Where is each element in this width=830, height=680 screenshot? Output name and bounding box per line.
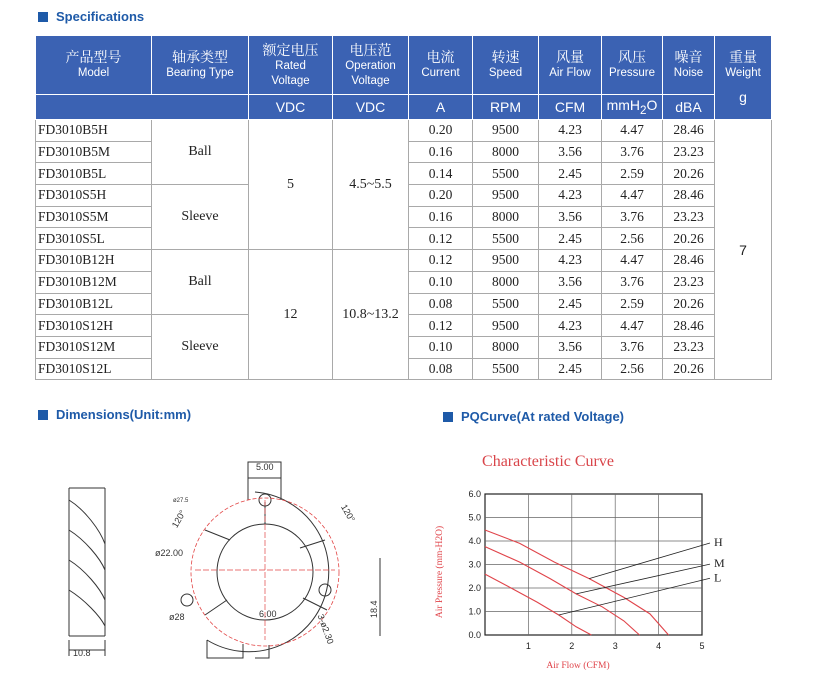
airflow-cell: 3.56 [539,141,602,163]
pressure-cell: 2.56 [602,228,663,250]
current-cell: 0.14 [409,163,473,185]
header-model: 产品型号 Model [36,36,152,95]
noise-cell: 23.23 [663,336,715,358]
hole-size-label: 3-ø2.30 [315,612,336,646]
rated-voltage-cell: 12 [249,250,333,380]
current-cell: 0.08 [409,358,473,380]
pressure-cell: 4.47 [602,315,663,337]
x-tick-label: 5 [699,641,705,651]
y-tick-label: 4.0 [468,536,481,546]
side-view [69,488,105,656]
operation-voltage-cell: 10.8~13.2 [333,250,409,380]
x-tick-label: 1 [525,641,531,651]
noise-cell: 20.26 [663,228,715,250]
unit-weight: g [739,89,747,105]
speed-cell: 9500 [473,315,539,337]
model-cell: FD3010S12H [36,315,152,337]
pressure-cell: 4.47 [602,185,663,207]
leader-line-h [589,543,710,579]
chart-x-label: Air Flow (CFM) [546,661,610,671]
specifications-heading [38,9,144,24]
unit-current: A [409,95,473,120]
pressure-cell: 3.76 [602,271,663,293]
airflow-cell: 2.45 [539,163,602,185]
speed-cell: 9500 [473,250,539,272]
pressure-cell: 4.47 [602,120,663,142]
model-cell: FD3010S12M [36,336,152,358]
dimensions-heading-text: Dimensions(Unit:mm) [56,407,192,422]
bearing-cell: Ball [152,120,249,185]
current-cell: 0.16 [409,141,473,163]
unit-blank [36,95,249,120]
noise-cell: 28.46 [663,185,715,207]
mid-diameter-label: ø22.00 [155,548,184,558]
y-tick-label: 3.0 [468,559,481,570]
current-cell: 0.08 [409,293,473,315]
noise-cell: 20.26 [663,163,715,185]
pressure-cell: 2.59 [602,293,663,315]
operation-voltage-cell: 4.5~5.5 [333,120,409,250]
heading-square-icon [38,12,48,22]
y-tick-label: 2.0 [468,583,481,593]
leader-line-m [576,564,710,594]
current-cell: 0.10 [409,271,473,293]
noise-cell: 28.46 [663,250,715,272]
header-airflow: 风量 Air Flow [539,36,602,95]
speed-cell: 8000 [473,141,539,163]
pressure-cell: 3.76 [602,141,663,163]
speed-cell: 9500 [473,120,539,142]
pq-heading-text: PQCurve(At rated Voltage) [461,409,625,424]
pressure-cell: 3.76 [602,206,663,228]
unit-rated: VDC [249,95,333,120]
curve-l [485,574,591,635]
bearing-cell: Sleeve [152,315,249,380]
noise-cell: 20.26 [663,293,715,315]
heading-square-icon [443,412,453,422]
model-cell: FD3010B5L [36,163,152,185]
current-cell: 0.20 [409,185,473,207]
pressure-cell: 2.56 [602,358,663,380]
header-rated-voltage: 额定电压 Rated Voltage [249,36,333,95]
airflow-cell: 3.56 [539,271,602,293]
unit-operation: VDC [333,95,409,120]
current-cell: 0.12 [409,315,473,337]
dimension-drawing [55,440,405,672]
noise-cell: 23.23 [663,271,715,293]
airflow-cell: 2.45 [539,293,602,315]
model-cell: FD3010B12L [36,293,152,315]
airflow-cell: 2.45 [539,358,602,380]
outer-diameter-label: ø28 [169,612,185,622]
header-speed: 转速 Speed [473,36,539,95]
header-operation-voltage: 电压范 Operation Voltage [333,36,409,95]
noise-cell: 28.46 [663,120,715,142]
speed-cell: 8000 [473,336,539,358]
model-cell: FD3010B12H [36,250,152,272]
specifications-table-body [36,120,772,380]
current-cell: 0.16 [409,206,473,228]
unit-speed: RPM [473,95,539,120]
chart-grid [485,494,702,635]
airflow-cell: 4.23 [539,250,602,272]
speed-cell: 5500 [473,358,539,380]
model-cell: FD3010B5H [36,120,152,142]
unit-noise: dBA [663,95,715,120]
noise-cell: 23.23 [663,141,715,163]
airflow-cell: 4.23 [539,315,602,337]
airflow-cell: 3.56 [539,336,602,358]
speed-cell: 5500 [473,163,539,185]
weight-cell: 7 [715,120,772,380]
model-cell: FD3010B12M [36,271,152,293]
chart-y-ticks [468,489,481,640]
pressure-cell: 4.47 [602,250,663,272]
model-cell: FD3010S12L [36,358,152,380]
pq-chart [410,440,740,672]
y-tick-label: 6.0 [468,489,481,499]
header-weight: 重量 Weight g [715,36,772,120]
side-width-label: 10.8 [73,648,91,658]
table-row [36,250,772,272]
chart-y-label: Air Pressure (mm-H2O) [435,525,445,619]
front-view [181,462,380,658]
pq-heading [443,409,624,424]
airflow-cell: 2.45 [539,228,602,250]
bottom-width-label: 6.00 [259,609,277,619]
bearing-cell: Sleeve [152,185,249,250]
speed-cell: 9500 [473,185,539,207]
current-cell: 0.12 [409,250,473,272]
x-tick-label: 3 [612,641,618,651]
legend-label-h: H [714,535,723,549]
airflow-cell: 4.23 [539,185,602,207]
unit-pressure: mmH$_2$O [602,95,663,120]
curve-h [485,530,669,635]
specifications-table [35,35,772,380]
legend-label-l: L [714,570,722,585]
chart-title: Characteristic Curve [482,453,614,470]
header-current: 电流 Current [409,36,473,95]
airflow-cell: 4.23 [539,120,602,142]
current-cell: 0.12 [409,228,473,250]
x-tick-label: 2 [569,641,575,651]
y-tick-label: 5.0 [468,512,481,523]
top-width-label: 5.00 [256,462,274,472]
specifications-heading-text: Specifications [56,9,145,24]
chart-curves [485,530,669,635]
noise-cell: 23.23 [663,206,715,228]
unit-airflow: CFM [539,95,602,120]
speed-cell: 5500 [473,293,539,315]
curve-m [485,547,640,635]
heading-square-icon [38,410,48,420]
legend-label-m: M [714,556,725,571]
current-cell: 0.20 [409,120,473,142]
speed-cell: 5500 [473,228,539,250]
bearing-cell: Ball [152,250,249,315]
speed-cell: 8000 [473,206,539,228]
left-angle-label: 120° [169,508,188,530]
header-bearing: 轴承类型 Bearing Type [152,36,249,95]
airflow-cell: 3.56 [539,206,602,228]
header-pressure: 风压 Pressure [602,36,663,95]
current-cell: 0.10 [409,336,473,358]
noise-cell: 28.46 [663,315,715,337]
pressure-cell: 3.76 [602,336,663,358]
header-noise: 噪音 Noise [663,36,715,95]
dimensions-heading [38,407,191,422]
chart-legend [559,535,725,615]
model-cell: FD3010B5M [36,141,152,163]
model-cell: FD3010S5M [36,206,152,228]
model-cell: FD3010S5H [36,185,152,207]
y-tick-label: 0.0 [468,630,481,640]
right-angle-label: 120° [339,502,358,524]
noise-cell: 20.26 [663,358,715,380]
x-tick-label: 4 [656,641,662,651]
model-cell: FD3010S5L [36,228,152,250]
chart-x-ticks [526,641,705,651]
small-radius-label: ø27.5 [173,498,189,504]
speed-cell: 8000 [473,271,539,293]
pressure-cell: 2.59 [602,163,663,185]
rated-voltage-cell: 5 [249,120,333,250]
table-row [36,120,772,142]
height-label: 18.4 [369,600,379,618]
y-tick-label: 1.0 [468,606,481,617]
